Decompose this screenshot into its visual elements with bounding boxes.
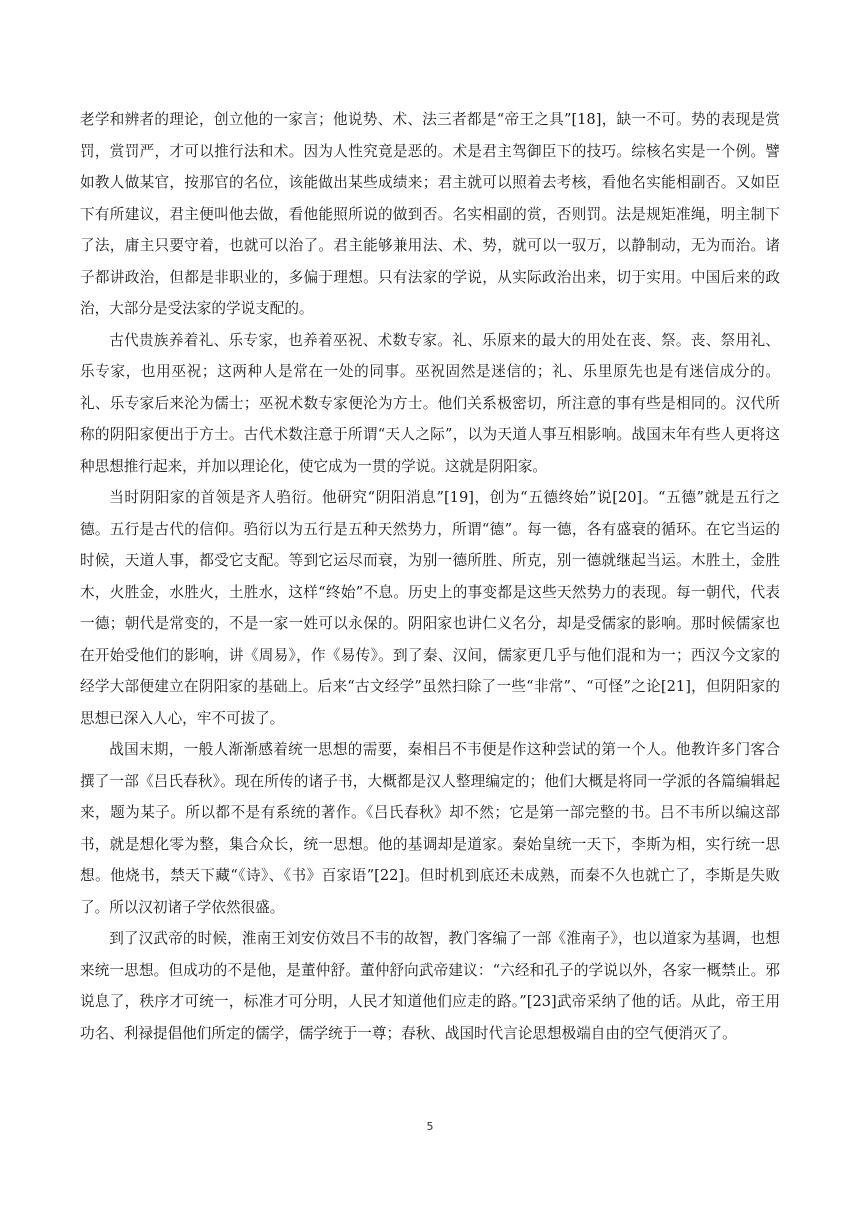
page-number: 5 xyxy=(426,1120,434,1133)
paragraph-yinyang-school: 当时阴阳家的首领是齐人驺衍。他研究“阴阳消息”[19]，创为“五德终始”说[20]。“五德”就是五行之德。五行是古代的信仰。驺衍以为五行是五种天然势力，所谓“德”。每一德，各有盛衰的循环。在它当运的时候，天道人事，都受它支配。等到它运尽而衰，为别一德所胜、所克，别一德就继起当运。木胜土，金胜木，火胜金，水胜火，土胜水，这样“终始”不息。历史上的事变都是这些天然势力的表现。每一朝代，代表一德；朝代是常变的，不是一家一姓可以永保的。阴阳家也讲仁义名分，却是受儒家的影响。那时候儒家也在开始受他们的影响，讲《周易》，作《易传》。到了秦、汉间，儒家更几乎与他们混和为一；西汉今文家的经学大部便建立在阴阳家的基础上。后来“古文经学”虽然扫除了一些“非常”、“可怪”之论[21]，但阴阳家的思想已深入人心，牢不可拔了。 xyxy=(80,489,780,727)
paragraph-han-wudi: 到了汉武帝的时候，淮南王刘安仿效吕不韦的故智，教门客编了一部《淮南子》，也以道家为基调，也想来统一思想。但成功的不是他，是董仲舒。董仲舒向武帝建议：“六经和孔子的学说以外，各家一概禁止。邪说息了，秩序才可统一，标准才可分明，人民才知道他们应走的路。”[23]武帝采纳了他的话。从此，帝王用功名、利禄提倡他们所定的儒学，儒学统于一尊；春秋、战国时代言论思想极端自由的空气便消灭了。 xyxy=(80,930,780,1042)
paragraph-legalist-theory: 老学和辨者的理论，创立他的一家言；他说势、术、法三者都是“帝王之具”[18]，缺一不可。势的表现是赏罚，赏罚严，才可以推行法和术。因为人性究竟是恶的。术是君主驾御臣下的技巧。综核名实是一个例。譬如教人做某官，按那官的名位，该能做出某些成绩来；君主就可以照着去考核，看他名实能相副否。又如臣下有所建议，君主便叫他去做，看他能照所说的做到否。名实相副的赏，否则罚。法是规矩准绳，明主制下了法，庸主只要守着，也就可以治了。君主能够兼用法、术、势，就可以一驭万，以静制动，无为而治。诸子都讲政治，但都是非职业的，多偏于理想。只有法家的学说，从实际政治出来，切于实用。中国后来的政治，大部分是受法家的学说支配的。 xyxy=(80,111,780,317)
paragraph-warring-states-unification: 战国末期，一般人渐渐感着统一思想的需要，秦相吕不韦便是作这种尝试的第一个人。他教许多门客合撰了一部《吕氏春秋》。现在所传的诸子书，大概都是汉人整理编定的；他们大概是将同一学派的各篇编辑起来，题为某子。所以都不是有系统的著作。《吕氏春秋》却不然；它是第一部完整的书。吕不韦所以编这部书，就是想化零为整，集合众长，统一思想。他的基调却是道家。秦始皇统一天下，李斯为相，实行统一思想。他烧书，禁天下藏“《诗》、《书》百家语”[22]。但时机到底还未成熟，而秦不久也就亡了，李斯是失败了。所以汉初诸子学依然很盛。 xyxy=(80,741,780,916)
paragraph-ritual-experts: 古代贵族养着礼、乐专家，也养着巫祝、术数专家。礼、乐原来的最大的用处在丧、祭。丧、祭用礼、乐专家，也用巫祝；这两种人是常在一处的同事。巫祝固然是迷信的；礼、乐里原先也是有迷信成分的。礼、乐专家后来沦为儒士；巫祝术数专家便沦为方士。他们关系极密切，所注意的事有些是相同的。汉代所称的阴阳家便出于方士。古代术数注意于所谓“天人之际”，以为天道人事互相影响。战国末年有些人更将这种思想推行起来，并加以理论化，使它成为一贯的学说。这就是阴阳家。 xyxy=(80,331,780,475)
body-text xyxy=(80,104,780,1049)
